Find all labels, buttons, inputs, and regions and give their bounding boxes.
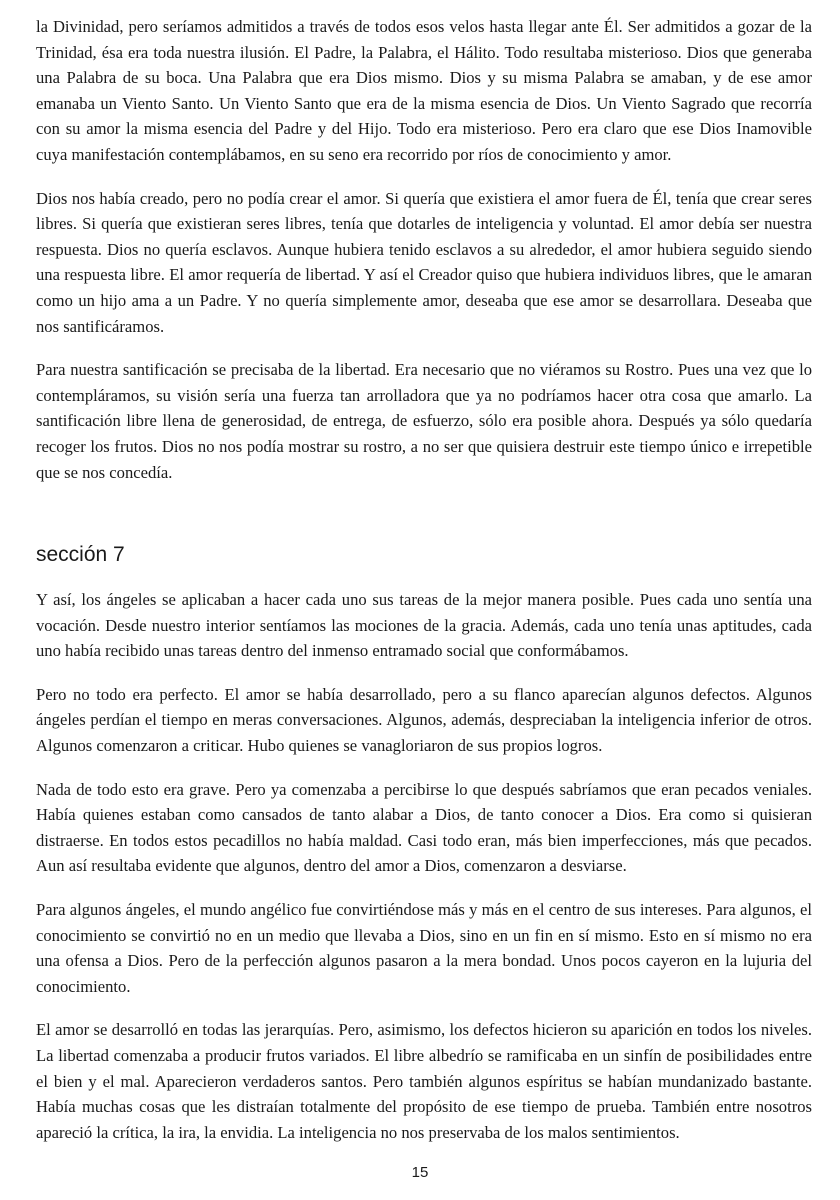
page-number: 15 [411, 1164, 429, 1181]
page-body [36, 14, 812, 1163]
section-heading: sección 7 [36, 543, 125, 567]
paragraph: Para nuestra santificación se precisaba de la libertad. Era necesario que no viéramos su Rostro. Pues una vez que lo contempláramos, su visión sería una fuerza tan arrolladora que ya no podríamos hacer otra cosa que amarlo. La santificación libre llena de generosidad, de entrega, de esfuerzo, sólo era posible ahora. Después ya sólo quedaría recoger los frutos. Dios no nos podía mostrar su rostro, a no ser que quisiera destruir este tiempo único e irrepetible que se nos concedía. [36, 360, 812, 482]
paragraph: Y así, los ángeles se aplicaban a hacer cada uno sus tareas de la mejor manera posible. Pues cada uno sentía una vocación. Desde nuestro interior sentíamos las mociones de la gracia. Además, cada uno tenía unas aptitudes, cada uno había recibido unas tareas dentro del inmenso entramado social que conformábamos. [36, 590, 812, 661]
paragraph: Dios nos había creado, pero no podía crear el amor. Si quería que existiera el amor fuera de Él, tenía que crear seres libres. Si quería que existieran seres libres, tenía que dotarles de inteligencia y voluntad. El amor debía ser nuestra respuesta. Dios no quería esclavos. Aunque hubiera tenido esclavos a su alrededor, el amor hubiera seguido siendo una respuesta libre. El amor requería de libertad. Y así el Creador quiso que hubiera individuos libres, que le amaran como un hijo ama a un Padre. Y no quería simplemente amor, deseaba que ese amor se desarrollara. Deseaba que nos santificáramos. [36, 188, 812, 336]
paragraph: la Divinidad, pero seríamos admitidos a través de todos esos velos hasta llegar ante Él. Ser admitidos a gozar de la Trinidad, ésa era toda nuestra ilusión. El Padre, la Palabra, el Hálito. Todo resultaba misterioso. Dios que generaba una Palabra de su boca. Una Palabra que era Dios mismo. Dios y su misma Palabra se amaban, y de ese amor emanaba un Viento Santo. Un Viento Santo que era de la misma esencia de Dios. Un Viento Sagrado que recorría con su amor la misma esencia del Padre y del Hijo. Todo era misterioso. Pero era claro que ese Dios Inamovible cuya manifestación contemplábamos, en su seno era recorrido por ríos de conocimiento y amor. [36, 17, 812, 164]
paragraph: El amor se desarrolló en todas las jerarquías. Pero, asimismo, los defectos hicieron su aparición en todos los niveles. La libertad comenzaba a producir frutos variados. El libre albedrío se ramificaba en un sinfín de posibilidades entre el bien y el mal. Aparecieron verdaderos santos. Pero también algunos espíritus se habían mundanizado bastante. Había muchas cosas que les distraían totalmente del propósito de ese tiempo de prueba. También entre nosotros apareció la crítica, la ira, la envidia. La inteligencia no nos preservaba de los malos sentimientos. [36, 1020, 812, 1142]
paragraph: Pero no todo era perfecto. El amor se había desarrollado, pero a su flanco aparecían algunos defectos. Algunos ángeles perdían el tiempo en meras conversaciones. Algunos, además, despreciaban la inteligencia inferior de otros. Algunos comenzaron a criticar. Hubo quienes se vanagloriaron de sus propios logros. [36, 684, 812, 756]
paragraph: Para algunos ángeles, el mundo angélico fue convirtiéndose más y más en el centro de sus intereses. Para algunos, el conocimiento se convirtió no en un medio que llevaba a Dios, sino en un fin en sí mismo. Esto en sí mismo no era una ofensa a Dios. Pero de la perfección algunos pasaron a la mera bondad. Unos pocos cayeron en la lujuria del conocimiento. [36, 900, 812, 996]
paragraph: Nada de todo esto era grave. Pero ya comenzaba a percibirse lo que después sabríamos que eran pecados veniales. Había quienes estaban como cansados de tanto alabar a Dios, de tanto conocer a Dios. Era como si quisieran distraerse. En todos estos pecadillos no había maldad. Casi todo eran, más bien imperfecciones, más que pecados. Aun así resultaba evidente que algunos, dentro del amor a Dios, comenzaron a desviarse. [36, 779, 812, 876]
